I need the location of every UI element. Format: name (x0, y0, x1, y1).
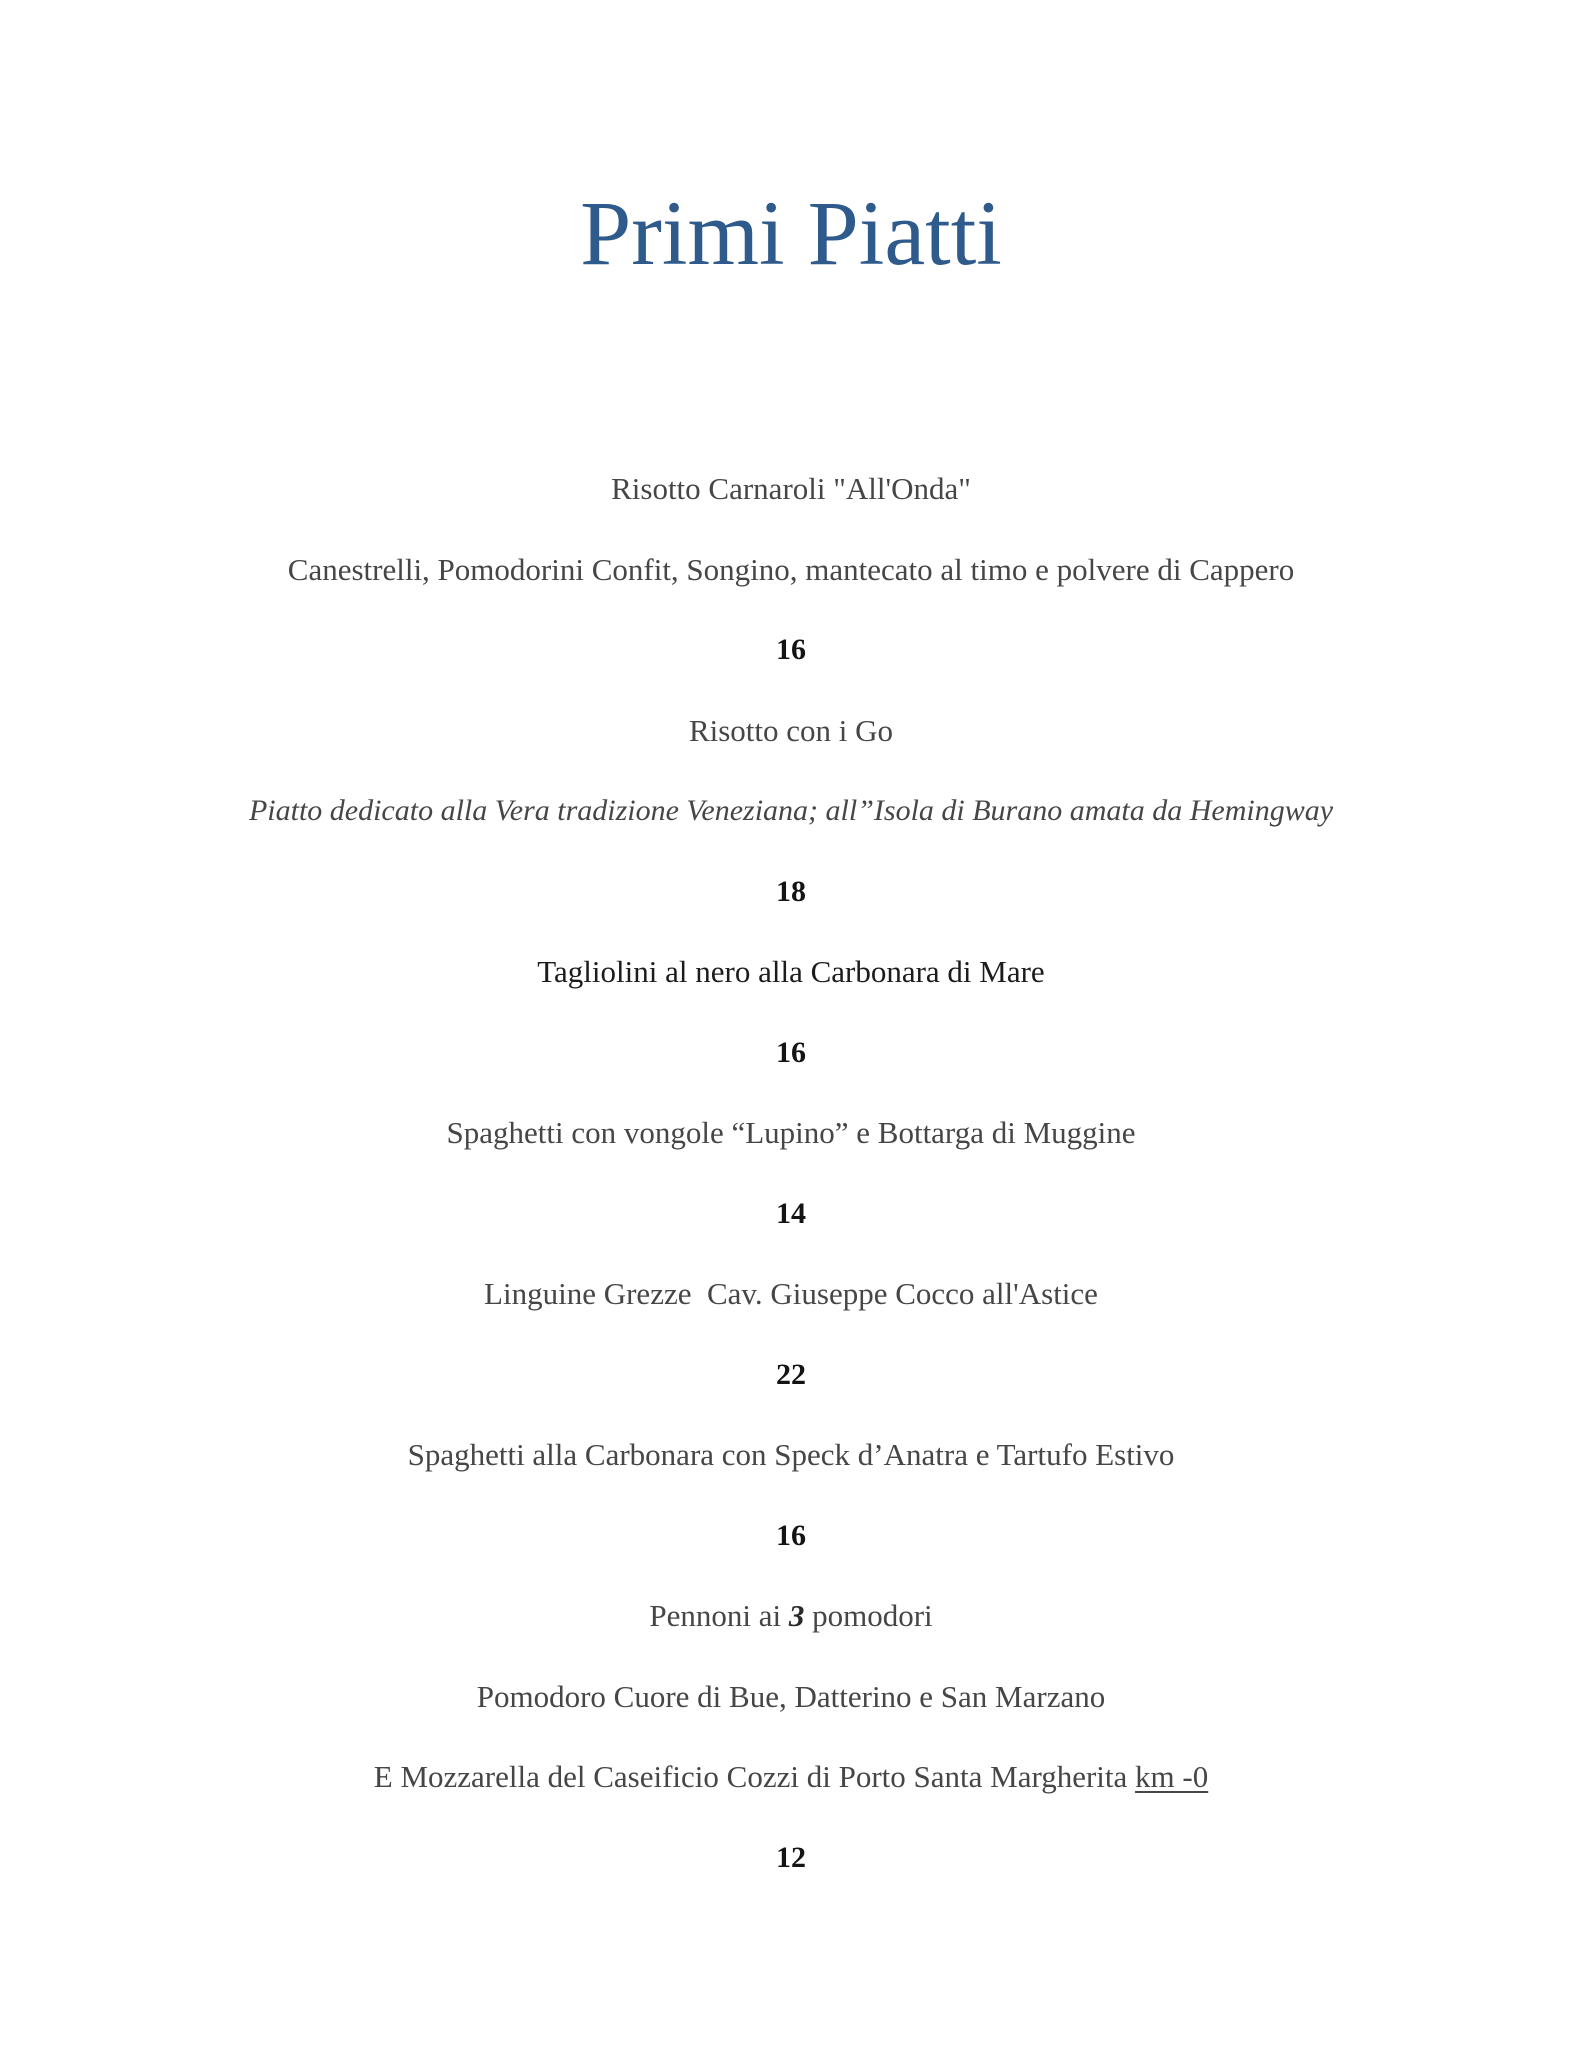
dish-price: 18 (776, 874, 806, 908)
dish-price: 12 (776, 1840, 806, 1874)
dish-name: Linguine Grezze Cav. Giuseppe Cocco all'Astice (484, 1276, 1098, 1311)
dish-price: 16 (776, 1035, 806, 1069)
dish-price: 14 (776, 1196, 806, 1230)
dish-price: 22 (776, 1357, 806, 1391)
dish-description: Canestrelli, Pomodorini Confit, Songino, mantecato al timo e polvere di Cappero (287, 551, 1295, 587)
dish-price: 16 (776, 633, 806, 666)
page-title: Primi Piatti (580, 182, 1002, 284)
km-zero-label: km -0 (1135, 1759, 1209, 1794)
dish-name-emphasis: 3 (788, 1598, 805, 1633)
dish-name: Spaghetti con vongole “Lupino” e Bottarga di Muggine (446, 1115, 1136, 1150)
dish-name-part: pomodori (804, 1598, 933, 1633)
dish-name (649, 1576, 932, 1657)
dish-name: Risotto con i Go (688, 712, 894, 748)
dish-description: Pomodoro Cuore di Bue, Datterino e San Marzano (476, 1678, 1106, 1714)
dish-name-part: Pennoni ai (649, 1598, 789, 1633)
dish-description: Piatto dedicato alla Vera tradizione Veneziana; all”Isola di Burano amata da Hemingway (248, 794, 1334, 827)
dish-name: Spaghetti alla Carbonara con Speck d’Anatra e Tartufo Estivo (407, 1437, 1175, 1472)
dish-description-text: E Mozzarella del Caseificio Cozzi di Porto Santa Margherita (373, 1759, 1136, 1794)
menu-list (0, 449, 1582, 1898)
dish-price: 16 (776, 1518, 806, 1552)
dish-name: Tagliolini al nero alla Carbonara di Mare (537, 954, 1045, 989)
dish-description (374, 1737, 1208, 1818)
dish-name: Risotto Carnaroli "All'Onda" (611, 471, 971, 506)
